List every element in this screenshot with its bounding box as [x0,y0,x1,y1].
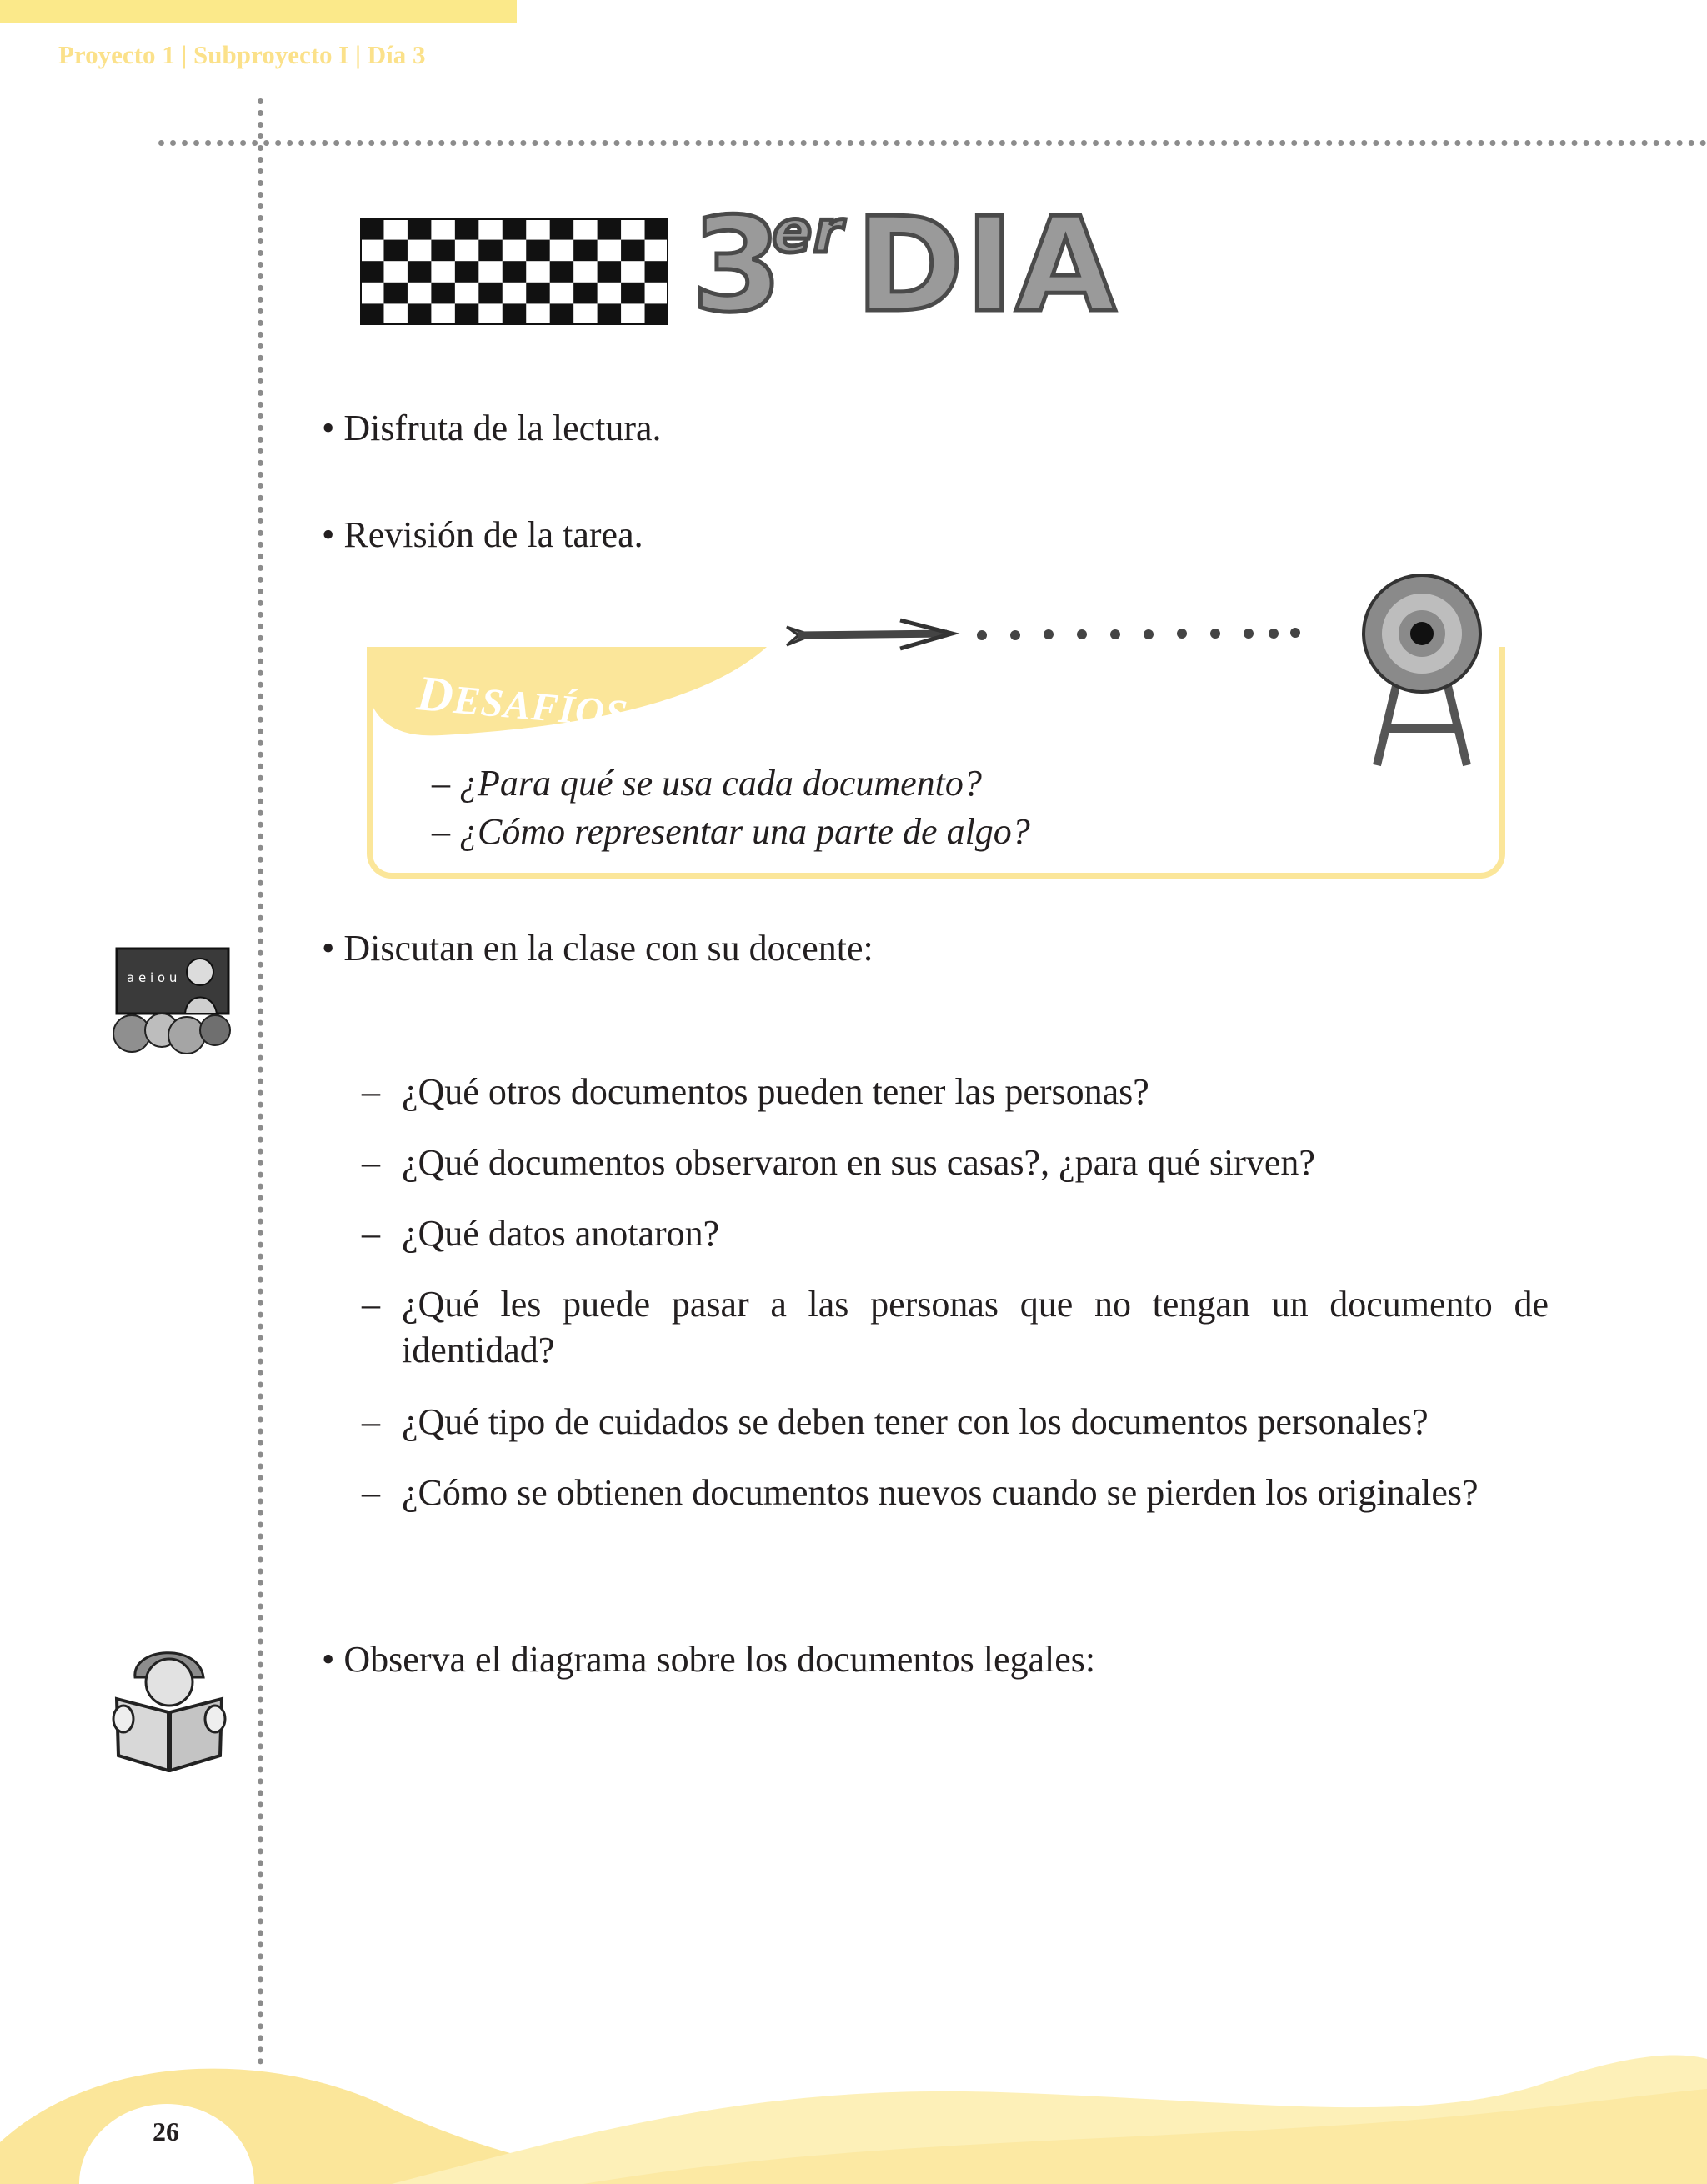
header-accent-bar [0,0,517,23]
checker-square [621,240,644,262]
teacher-blackboard-icon [110,944,235,1060]
day-ordinal-suffix: er [772,198,844,266]
checker-square [455,303,478,325]
arrow-icon [783,615,1359,657]
checker-square [408,303,431,325]
checker-square [408,218,431,240]
desafios-title: DESAFÍOS [414,665,630,737]
checker-square [503,303,526,325]
checker-square [598,303,621,325]
checker-square [550,261,573,283]
checker-square [526,283,549,304]
checker-square [360,303,383,325]
discussion-item: – ¿Qué otros documentos pueden tener las personas? [362,1071,1149,1112]
checker-square [408,261,431,283]
checker-square [645,303,668,325]
day-number: 3 [692,189,784,341]
bullet-discuss: • Discutan en la clase con su docente: [322,928,874,969]
checker-square [360,218,383,240]
discussion-item: – ¿Qué datos anotaron? [362,1213,720,1254]
checker-square [598,261,621,283]
archery-target-icon [1352,570,1494,770]
checker-square [503,261,526,283]
checker-square [598,218,621,240]
bullet-review-homework: • Revisión de la tarea. [322,514,643,555]
checker-square [573,240,597,262]
checker-square [431,240,454,262]
day-word: DIA [855,189,1118,341]
blackboard-vowels: a e i o u [127,970,178,985]
desafio-question: – ¿Cómo representar una parte de algo? [432,811,1030,852]
breadcrumb: Proyecto 1 | Subproyecto I | Día 3 [58,40,426,69]
checker-square [503,218,526,240]
checker-square [478,283,502,304]
checker-square [383,240,407,262]
checker-square [621,283,644,304]
desafio-question: – ¿Para qué se usa cada documento? [432,763,982,804]
checker-square [455,218,478,240]
checker-square [550,218,573,240]
discussion-item: – ¿Qué tipo de cuidados se deben tener con los documentos personales? [362,1401,1429,1442]
checker-square [645,218,668,240]
checker-square [573,283,597,304]
checker-square [455,261,478,283]
checker-square [645,261,668,283]
checker-square [526,240,549,262]
checker-square [478,240,502,262]
child-reading-book-icon [107,1639,232,1772]
discussion-item: – ¿Cómo se obtienen documentos nuevos cuando se pierden los originales? [362,1472,1479,1513]
checkered-flag-icon [360,218,668,325]
dotted-rule-vertical [258,98,263,2066]
discussion-item: – ¿Qué les puede pasar a las personas que no tengan un documento de identidad? [362,1284,1549,1371]
checker-square [550,303,573,325]
page-title [692,189,1118,341]
discussion-item: – ¿Qué documentos observaron en sus casas?, ¿para qué sirven? [362,1142,1315,1183]
checker-square [360,261,383,283]
checker-square [383,283,407,304]
checker-square [431,283,454,304]
page-number: 26 [153,2116,179,2146]
bottom-wave-decoration [0,2017,1707,2184]
bullet-enjoy-reading: • Disfruta de la lectura. [322,408,662,448]
bullet-observe-diagram: • Observa el diagrama sobre los documentos legales: [322,1639,1096,1680]
dotted-rule-horizontal [158,140,1707,146]
